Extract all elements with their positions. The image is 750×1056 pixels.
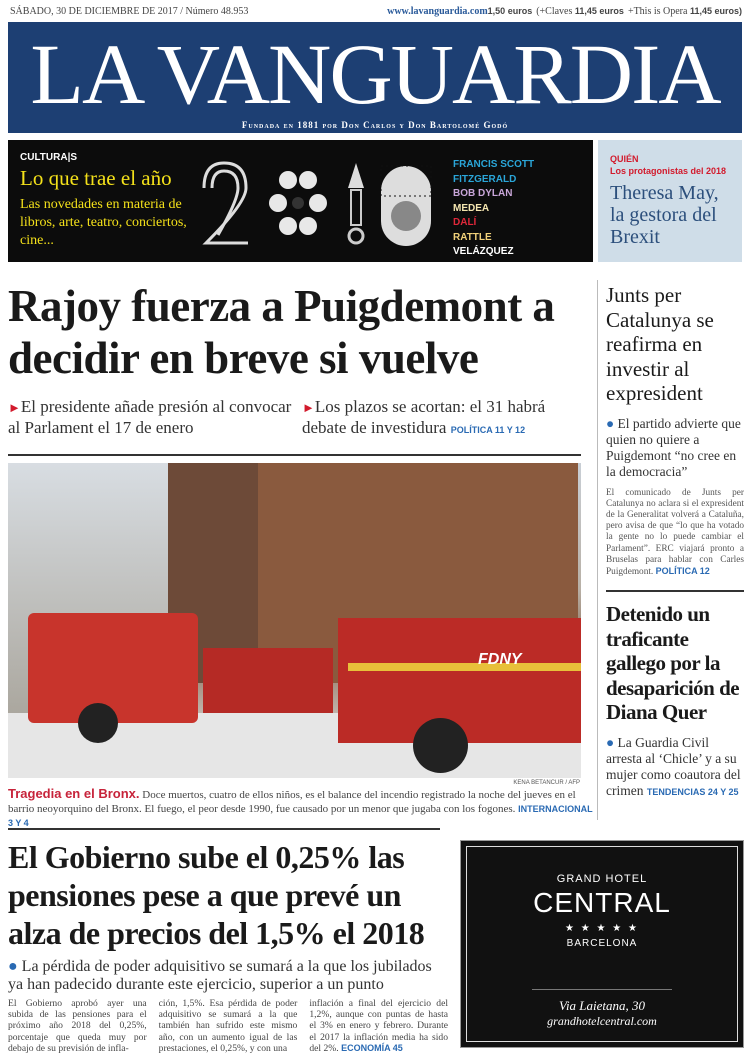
culture-name: RATTLE <box>453 231 492 243</box>
body-column <box>309 998 448 1054</box>
quien-label: QUIÉN <box>610 154 639 164</box>
body-column: ción, 1,5%. Esa pérdida de poder adquisitivo se sumará a la que también han sufrido este mismo año, con un aumento igual de las prestaciones, el 0,25%, y con una <box>158 998 298 1054</box>
price: 1,50 euros <box>487 6 533 16</box>
junts-article[interactable] <box>606 283 744 578</box>
diana-headline: Detenido un traficante gallego por la desaparición de Diana Quer <box>606 602 740 724</box>
ad-line1: GRAND HOTEL <box>556 873 648 885</box>
bullet-icon: ● <box>606 415 615 431</box>
arrow-icon: ► <box>302 400 315 415</box>
claves-price: 11,45 euros <box>574 6 624 16</box>
masthead <box>8 22 742 133</box>
junts-headline: Junts per Catalunya se reafirma en investir al expresident <box>606 283 714 405</box>
year-2018-art-icon <box>196 158 436 248</box>
main-subhead-1 <box>8 397 293 438</box>
divider <box>606 590 744 592</box>
body-column: El Gobierno aprobó ayer una subida de las pensiones para el próximo año 2018 del 0,25%, porcentaje que queda muy por debajo de su previsión de infla- <box>8 998 147 1054</box>
ad-city: BARCELONA <box>566 938 638 949</box>
culture-banner[interactable] <box>8 140 593 272</box>
section-link[interactable]: POLÍTICA 12 <box>655 565 710 576</box>
quien-panel[interactable] <box>598 140 742 262</box>
bullet-icon: ● <box>606 734 615 750</box>
culture-tag: CULTURA|S <box>20 152 78 163</box>
culture-title: Lo que trae el año <box>20 166 172 190</box>
culture-name: MEDEA <box>453 202 490 214</box>
divider <box>8 454 581 456</box>
ad-url[interactable]: grandhotelcentral.com <box>547 1014 657 1028</box>
culture-name: DALÍ <box>453 217 477 228</box>
photo-caption <box>8 786 593 830</box>
caption-title: Tragedia en el Bronx. <box>8 786 140 801</box>
opera-price: 11,45 euros) <box>689 6 742 16</box>
divider <box>8 828 440 830</box>
culture-desc: Las novedades en materia de libros, arte, teatro, conciertos, cine... <box>20 197 187 248</box>
bullet-icon: ● <box>8 958 18 975</box>
main-headline[interactable]: Rajoy fuerza a Puigdemont a decidir en breve si vuelve <box>8 281 555 383</box>
date-issue: SÁBADO, 30 DE DICIEMBRE DE 2017 / Número 48.953 <box>10 6 249 17</box>
subhead-text: Los plazos se acortan: el 31 habrá debate de investidura <box>302 397 546 437</box>
top-line <box>10 6 742 17</box>
diana-article[interactable] <box>606 602 744 799</box>
quien-title: Theresa May, la gestora del Brexit <box>610 182 719 248</box>
culture-name: BOB DYLAN <box>453 188 513 199</box>
claves-label: (+Claves <box>536 6 573 17</box>
pensiones-headline[interactable]: El Gobierno sube el 0,25% las pensiones pese a que prevé un alza de precios del 1,5% el 2018 <box>8 839 425 951</box>
arrow-icon: ► <box>8 400 21 415</box>
truck-label: FDNY <box>478 651 522 668</box>
section-link[interactable]: POLÍTICA 11 Y 12 <box>450 425 526 435</box>
main-subhead-2 <box>302 397 592 438</box>
section-link[interactable]: ECONOMÍA 45 <box>341 1042 403 1053</box>
subhead-text: El presidente añade presión al convocar al Parlament el 17 de enero <box>8 397 292 437</box>
culture-names-list <box>453 158 593 274</box>
caption-text: Doce muertos, cuatro de ellos niños, es el balance del incendio registrado la noche del jueves en el barrio neoyorquino del Bronx. El fuego, el peor desde 1990, fue causado por un menor que jugaba con los fogones. <box>8 789 576 815</box>
ad-brand: CENTRAL <box>533 887 671 918</box>
website-link[interactable]: www.lavanguardia.com <box>387 6 488 17</box>
culture-name: CHRISTOPHER PLUMMER <box>453 260 579 272</box>
bullet-text: La pérdida de poder adquisitivo se sumará a la que los jubilados ya han padecido durante este ejercicio, superior a un punto <box>8 958 432 993</box>
pensiones-body <box>8 998 448 1054</box>
column-divider <box>597 280 598 820</box>
culture-name: VELÁZQUEZ <box>453 246 514 257</box>
bullet-text: La Guardia Civil arresta al ‘Chicle’ y a su mujer como coautora del crimen <box>606 734 741 798</box>
masthead-subtitle: Fundada en 1881 por Don Carlos y Don Bartolomé Godó <box>241 120 509 130</box>
photo-credit: KENA BETANCUR / AFP <box>513 780 580 786</box>
ad-stars: ★ ★ ★ ★ ★ <box>565 923 639 934</box>
bronx-fire-photo <box>8 463 581 778</box>
quien-sub: Los protagonistas del 2018 <box>610 166 727 176</box>
junts-body <box>606 488 744 579</box>
hotel-advertisement[interactable] <box>460 840 744 1048</box>
ad-address: Via Laietana, 30 <box>558 998 646 1013</box>
newspaper-logo: LA VANGUARDIA <box>30 26 720 122</box>
section-link[interactable]: TENDENCIAS 24 Y 25 <box>646 786 739 797</box>
diana-bullet <box>606 735 744 799</box>
pensiones-bullet <box>8 958 448 994</box>
body-text: inflación a final del ejercicio del 1,2%, aunque con puntas de hasta el 3% en enero y febrero. Durante el 2017 la inflación media ha sido del 2%. <box>309 998 449 1054</box>
junts-bullet <box>606 416 744 480</box>
opera-label: +This is Opera <box>627 6 688 17</box>
culture-name: FRANCIS SCOTT FITZGERALD <box>453 159 535 185</box>
bullet-text: El partido advierte que quien no quiere a Puigdemont “no cree en la democracia” <box>606 415 741 479</box>
section-link[interactable]: INTERNACIONAL 3 Y 4 <box>8 804 593 828</box>
body-text: El comunicado de Junts per Catalunya no aclara si el expresident de la Generalitat volverá a Cataluña, pero avisa de que “lo que ha votado la gente no lo puede cambiar el Parlament”. ERC viajará pronto a Bruselas para hablar con Carles Puigdemont. <box>606 487 744 577</box>
